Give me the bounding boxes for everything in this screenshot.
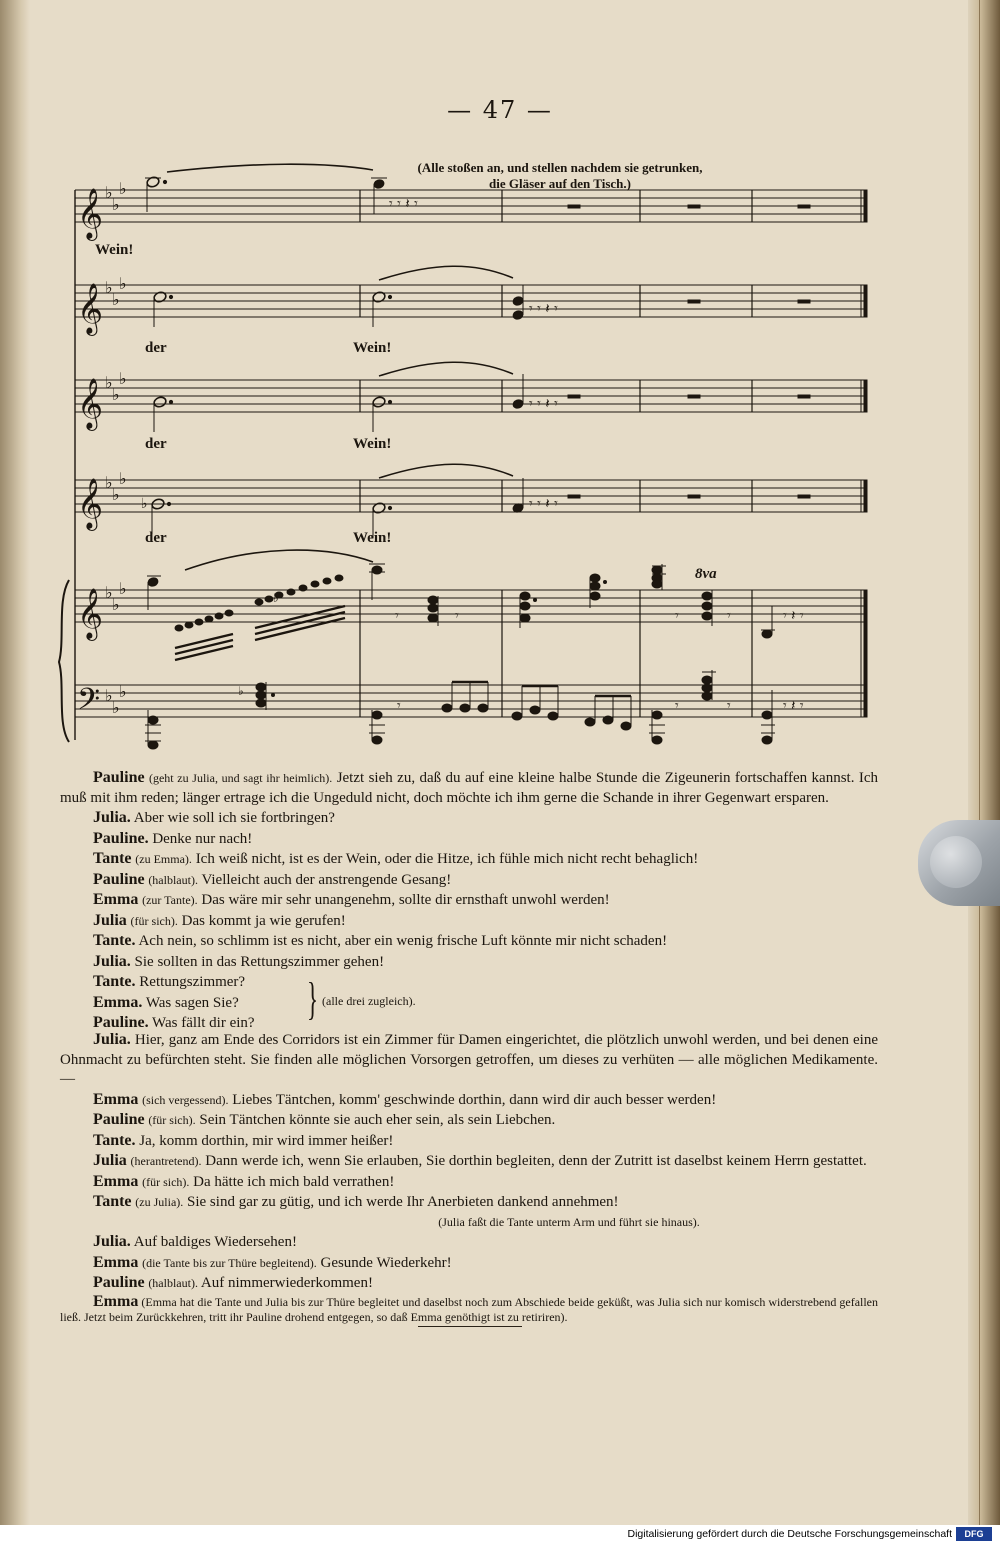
binding-shadow [0,0,30,1525]
speaker-name: Julia. [93,1031,131,1048]
svg-text:♭: ♭ [112,290,120,309]
svg-text:♭: ♭ [119,369,127,388]
speaker-name: Pauline [93,870,145,888]
speaker-name: Emma [93,1172,139,1190]
svg-text:♭: ♭ [105,278,113,297]
speaker-name: Pauline [93,1111,145,1128]
svg-text:𝄾: 𝄾 [675,698,679,714]
page-number: — 47 — [447,96,553,124]
trio-block [60,972,878,1030]
speaker-name: Emma [93,891,139,908]
dialogue-text [60,768,878,1325]
svg-text:𝄞: 𝄞 [77,283,104,334]
end-rule [418,1326,522,1327]
dialogue-line [60,768,878,808]
musical-score [55,150,895,750]
svg-text:♭: ♭ [119,682,127,701]
svg-text:♭: ♭ [112,385,120,404]
svg-text:𝄾 𝄾 𝄽 𝄾: 𝄾 𝄾 𝄽 𝄾 [529,396,558,412]
dialogue-line [60,890,878,911]
speaker-name: Tante. [93,1131,136,1149]
line-text: Jetzt sieh zu, daß du auf eine kleine halbe Stunde die Zigeunerin fortschaffen kannst. Ich muß mit ihm reden; länger ertrage ich die Ungeduld nicht, doch möchte ich ihm gerne die Schande in ihrer Gegenwart ersparen. [60,770,879,806]
dialogue-line [60,1294,878,1325]
line-text: Vielleicht auch der anstrengende Gesang! [201,871,452,888]
speaker-name: Julia. [93,1233,131,1250]
speaker-name: Tante [93,850,132,867]
lyric-staff4-a: der [145,530,167,546]
svg-text:♭: ♭ [112,195,120,214]
speaker-name: Emma [93,1090,139,1108]
line-text: Rettungszimmer? [139,974,246,990]
lyric-staff1: Wein! [95,242,134,258]
dialogue-line [60,1192,878,1213]
dialogue-line [60,849,878,870]
dialogue-line [60,1253,878,1274]
svg-text:𝄾: 𝄾 [397,698,401,714]
staff-3 [75,380,867,412]
staff-4 [75,480,867,512]
lyric-staff3-a: der [145,436,167,452]
line-text: Denke nur nach! [152,830,253,847]
staff-piano-treble [75,590,867,622]
octave-mark: 8va [695,566,717,582]
stage-direction: (für sich). [130,913,178,928]
trio-lines [93,972,255,1034]
stage-direction: (zu Emma). [135,852,192,866]
line-text: Sein Täntchen könnte sie auch eher sein, als sein Liebchen. [199,1112,556,1128]
stage-direction: (herantretend). [130,1154,202,1168]
speaker-name: Julia [93,1152,127,1169]
svg-text:𝄾: 𝄾 [455,608,459,624]
line-text: (Emma hat die Tante und Julia bis zur Thüre begleitet und daselbst noch zum Abschiede beide geküßt, was Julia sich nur komisch widerstrebend gefallen ließ. Jetzt beim Zurückkehren, tritt ihr Pauline drohend entgegen, so daß Emma genöthigt ist zu retiriren). [60,1294,879,1324]
stage-direction: (halblaut). [148,872,198,887]
dialogue-line [60,1151,878,1172]
stage-direction: (die Tante bis zur Thüre begleitend). [142,1255,317,1270]
line-text: Ich weiß nicht, ist es der Wein, oder die Hitze, ich fühle mich nicht recht behaglich! [195,851,699,867]
svg-text:♭: ♭ [273,591,279,605]
speaker-name: Emma [93,1292,139,1310]
bass-clef: 𝄢 [77,683,101,724]
speaker-name: Tante [93,1193,132,1210]
trio-direction: (alle drei zugleich). [322,994,416,1008]
svg-text:♭: ♭ [112,485,120,504]
trio-line [93,993,255,1014]
speaker-name: Emma. [93,993,143,1011]
speaker-name: Julia [93,911,127,929]
svg-text:♭: ♭ [119,274,127,293]
lyric-staff2-b: Wein! [353,340,392,356]
trio-line [93,1013,255,1034]
dialogue-line [60,911,878,932]
svg-text:𝄞: 𝄞 [77,588,104,639]
line-text: Auf nimmerwiederkommen! [200,1275,373,1291]
svg-text:♭: ♭ [112,698,120,717]
stage-direction: (zu Julia). [135,1195,184,1209]
speaker-name: Pauline [93,1274,145,1291]
trio-line [93,972,255,993]
dialogue-line [60,952,878,973]
score-notation [55,150,895,750]
line-text: Liebes Täntchen, komm' geschwinde dorthin, dann wird dir auch besser werden! [232,1091,717,1108]
svg-text:♭: ♭ [105,583,113,602]
line-text: Sie sind gar zu gütig, und ich werde Ihr Anerbieten dankend annehmen! [187,1194,619,1210]
svg-text:𝄾 𝄾 𝄽 𝄾: 𝄾 𝄾 𝄽 𝄾 [389,196,418,212]
speaker-name: Julia. [93,809,131,826]
dialogue-line [60,1273,878,1294]
dialogue-line [60,1131,878,1152]
speaker-name: Tante. [93,932,136,949]
line-text: Gesunde Wiederkehr! [320,1254,452,1271]
stage-direction: (halblaut). [148,1276,198,1290]
svg-text:𝄾 𝄾 𝄽 𝄾: 𝄾 𝄾 𝄽 𝄾 [529,496,558,512]
svg-text:𝄞: 𝄞 [77,478,104,529]
dialogue-line [60,1030,878,1090]
dialogue-line [60,1110,878,1131]
speaker-name: Julia. [93,952,131,970]
line-text: Ach nein, so schlimm ist es nicht, aber ein wenig frische Luft könnte mir nicht schaden! [138,933,668,949]
dialogue-line [60,931,878,952]
lyric-staff4-b: Wein! [353,530,392,546]
stage-direction-line-2: die Gläser auf den Tisch.) [489,176,631,191]
line-text: Auf baldiges Wiedersehen! [133,1234,297,1250]
dialogue-line [60,808,878,829]
staff-2 [75,285,867,317]
exit-direction: (Julia faßt die Tante unterm Arm und führt sie hinaus). [438,1214,700,1229]
footer-credit: Digitalisierung gefördert durch die Deutsche Forschungsgemeinschaft [627,1528,952,1540]
score-stage-direction [400,160,720,192]
dialogue-line [60,829,878,850]
dialogue-line [60,1232,878,1253]
svg-text:♭: ♭ [105,473,113,492]
page-edge-line [979,0,980,1525]
stage-direction: (für sich). [142,1174,190,1189]
svg-text:♭: ♭ [112,595,120,614]
svg-text:♭: ♭ [105,373,113,392]
stage-direction-line-1: (Alle stoßen an, und stellen nachdem sie getrunken, [417,160,703,175]
svg-text:♭: ♭ [105,686,113,705]
dialogue-line [60,1090,878,1111]
line-text: Das kommt ja wie gerufen! [181,912,346,929]
svg-text:♭: ♭ [119,579,127,598]
line-text: Sie sollten in das Rettungszimmer gehen! [134,953,385,970]
page-edge [968,0,1000,1525]
speaker-name: Tante. [93,973,136,990]
speaker-name: Pauline [93,769,145,786]
svg-text:♭: ♭ [238,684,244,698]
svg-text:𝄾 𝄾 𝄽 𝄾: 𝄾 𝄾 𝄽 𝄾 [529,301,558,317]
stage-direction: (geht zu Julia, und sagt ihr heimlich). [148,771,333,785]
svg-text:𝄾: 𝄾 [727,698,731,714]
line-text: Das wäre mir sehr unangenehm, sollte dir ernsthaft unwohl werden! [201,892,610,908]
svg-text:𝄾 𝄽 𝄾: 𝄾 𝄽 𝄾 [783,608,804,624]
line-text: Was fällt dir ein? [152,1015,255,1031]
line-text: Ja, komm dorthin, mir wird immer heißer! [139,1132,394,1149]
dialogue-line [60,1172,878,1193]
speaker-name: Emma [93,1253,139,1271]
footer-bar [0,1525,1000,1543]
stage-direction: (zur Tante). [142,893,198,907]
svg-text:𝄾 𝄽 𝄾: 𝄾 𝄽 𝄾 [783,698,804,714]
svg-text:𝄾: 𝄾 [727,608,731,624]
svg-text:♭: ♭ [141,496,148,512]
svg-text:𝄾: 𝄾 [395,608,399,624]
stage-direction: (für sich). [148,1113,196,1127]
line-text: Da hätte ich mich bald verrathen! [193,1173,395,1190]
brace-icon: } [307,973,319,1024]
line-text: Dann werde ich, wenn Sie erlauben, Sie dorthin begleiten, denn der Zutritt ist daselbst keinem Herrn gestattet. [205,1153,867,1169]
svg-text:♭: ♭ [119,179,127,198]
speaker-name: Pauline. [93,1014,149,1031]
staff-1 [75,190,867,222]
treble-clef: 𝄞 [77,188,104,239]
page-clip-highlight [930,836,982,888]
svg-text:𝄞: 𝄞 [77,378,104,429]
stage-direction: (sich vergessend). [142,1092,229,1107]
line-text: Was sagen Sie? [145,994,239,1011]
speaker-name: Pauline. [93,829,149,847]
dfg-logo: DFG [956,1527,992,1541]
line-text: Hier, ganz am Ende des Corridors ist ein Zimmer für Damen eingerichtet, die plötzlich unwohl werden, und bei denen eine Ohnmacht zu befürchten steht. Sie finden alle möglichen Vorsorgen getroffen, um dieses zu verhüten — alle möglichen Medikamente. — [60,1032,879,1087]
lyric-staff2-a: der [145,340,167,356]
lyric-staff3-b: Wein! [353,436,392,452]
svg-text:𝄾: 𝄾 [675,608,679,624]
svg-text:♭: ♭ [105,183,113,202]
svg-text:♭: ♭ [119,469,127,488]
staff-piano-bass [75,685,867,717]
line-text: Aber wie soll ich sie fortbringen? [133,810,335,826]
dialogue-line [60,870,878,891]
